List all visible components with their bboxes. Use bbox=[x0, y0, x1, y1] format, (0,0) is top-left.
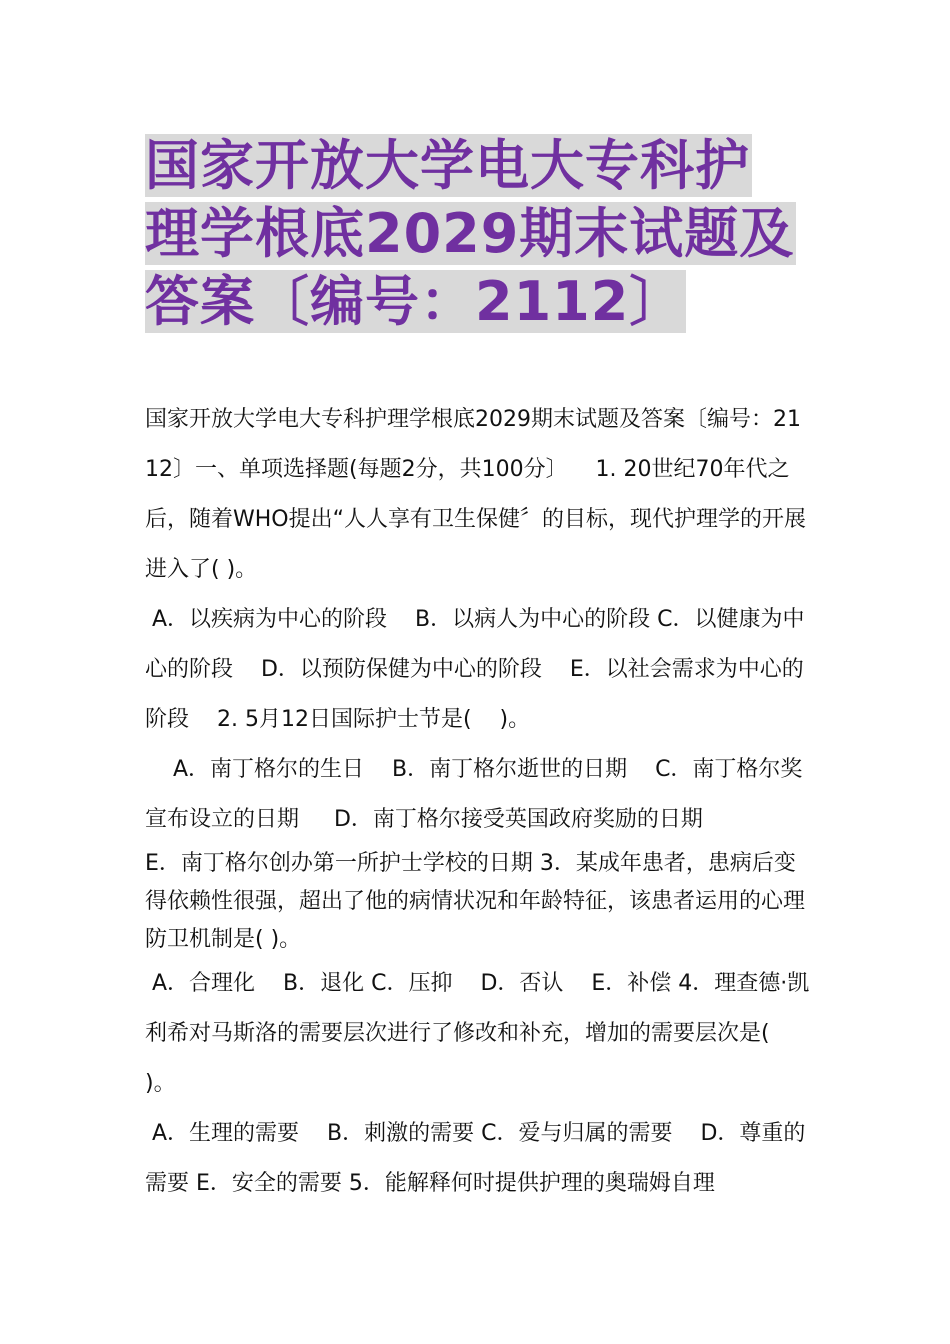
title-line-2 bbox=[145, 200, 815, 268]
title-line-3 bbox=[145, 268, 815, 336]
title-line-2-text: 理学根底2029期末试题及 bbox=[145, 202, 795, 265]
paragraph-q2-options: A．南丁格尔的生日 B．南丁格尔逝世的日期 C．南丁格尔奖宣布设立的日期 D．南丁格尔接受英国政府奖励的日期 bbox=[145, 757, 803, 832]
document-body bbox=[145, 395, 810, 1209]
title-line-1 bbox=[145, 132, 815, 200]
paragraph-q1-options-q2: A．以疾病为中心的阶段 B．以病人为中心的阶段 C．以健康为中心的阶段 D．以预防保健为中心的阶段 E．以社会需求为中心的阶段 2. 5月12日国际护士节是( )。 bbox=[145, 607, 805, 732]
paragraph-q4-options-q5: A．生理的需要 B．刺激的需要 C．爱与归属的需要 D．尊重的需要 E．安全的需要 5．能解释何时提供护理的奥瑞姆自理 bbox=[145, 1121, 806, 1196]
title-line-3-text: 答案〔编号：2112〕 bbox=[145, 270, 685, 333]
document-title bbox=[145, 132, 815, 336]
paragraph-q3-options-q4: A．合理化 B．退化 C．压抑 D．否认 E．补偿 4．理查德·凯利希对马斯洛的需要层次进行了修改和补充，增加的需要层次是( )。 bbox=[145, 971, 810, 1096]
paragraph-q2-option-e-q3: E．南丁格尔创办第一所护士学校的日期 3．某成年患者，患病后变得依赖性很强，超出了他的病情状况和年龄特征，该患者运用的心理防卫机制是( )。 bbox=[145, 851, 806, 952]
title-line-1-text: 国家开放大学电大专科护 bbox=[145, 134, 750, 197]
paragraph-intro-question-1: 国家开放大学电大专科护理学根底2029期末试题及答案〔编号：2112〕一、单项选择题(每题2分，共100分〕 1. 20世纪70年代之后，随着WHO提出“人人享有卫生保健〞的目标，现代护理学的开展进入了( )。 bbox=[145, 407, 807, 582]
